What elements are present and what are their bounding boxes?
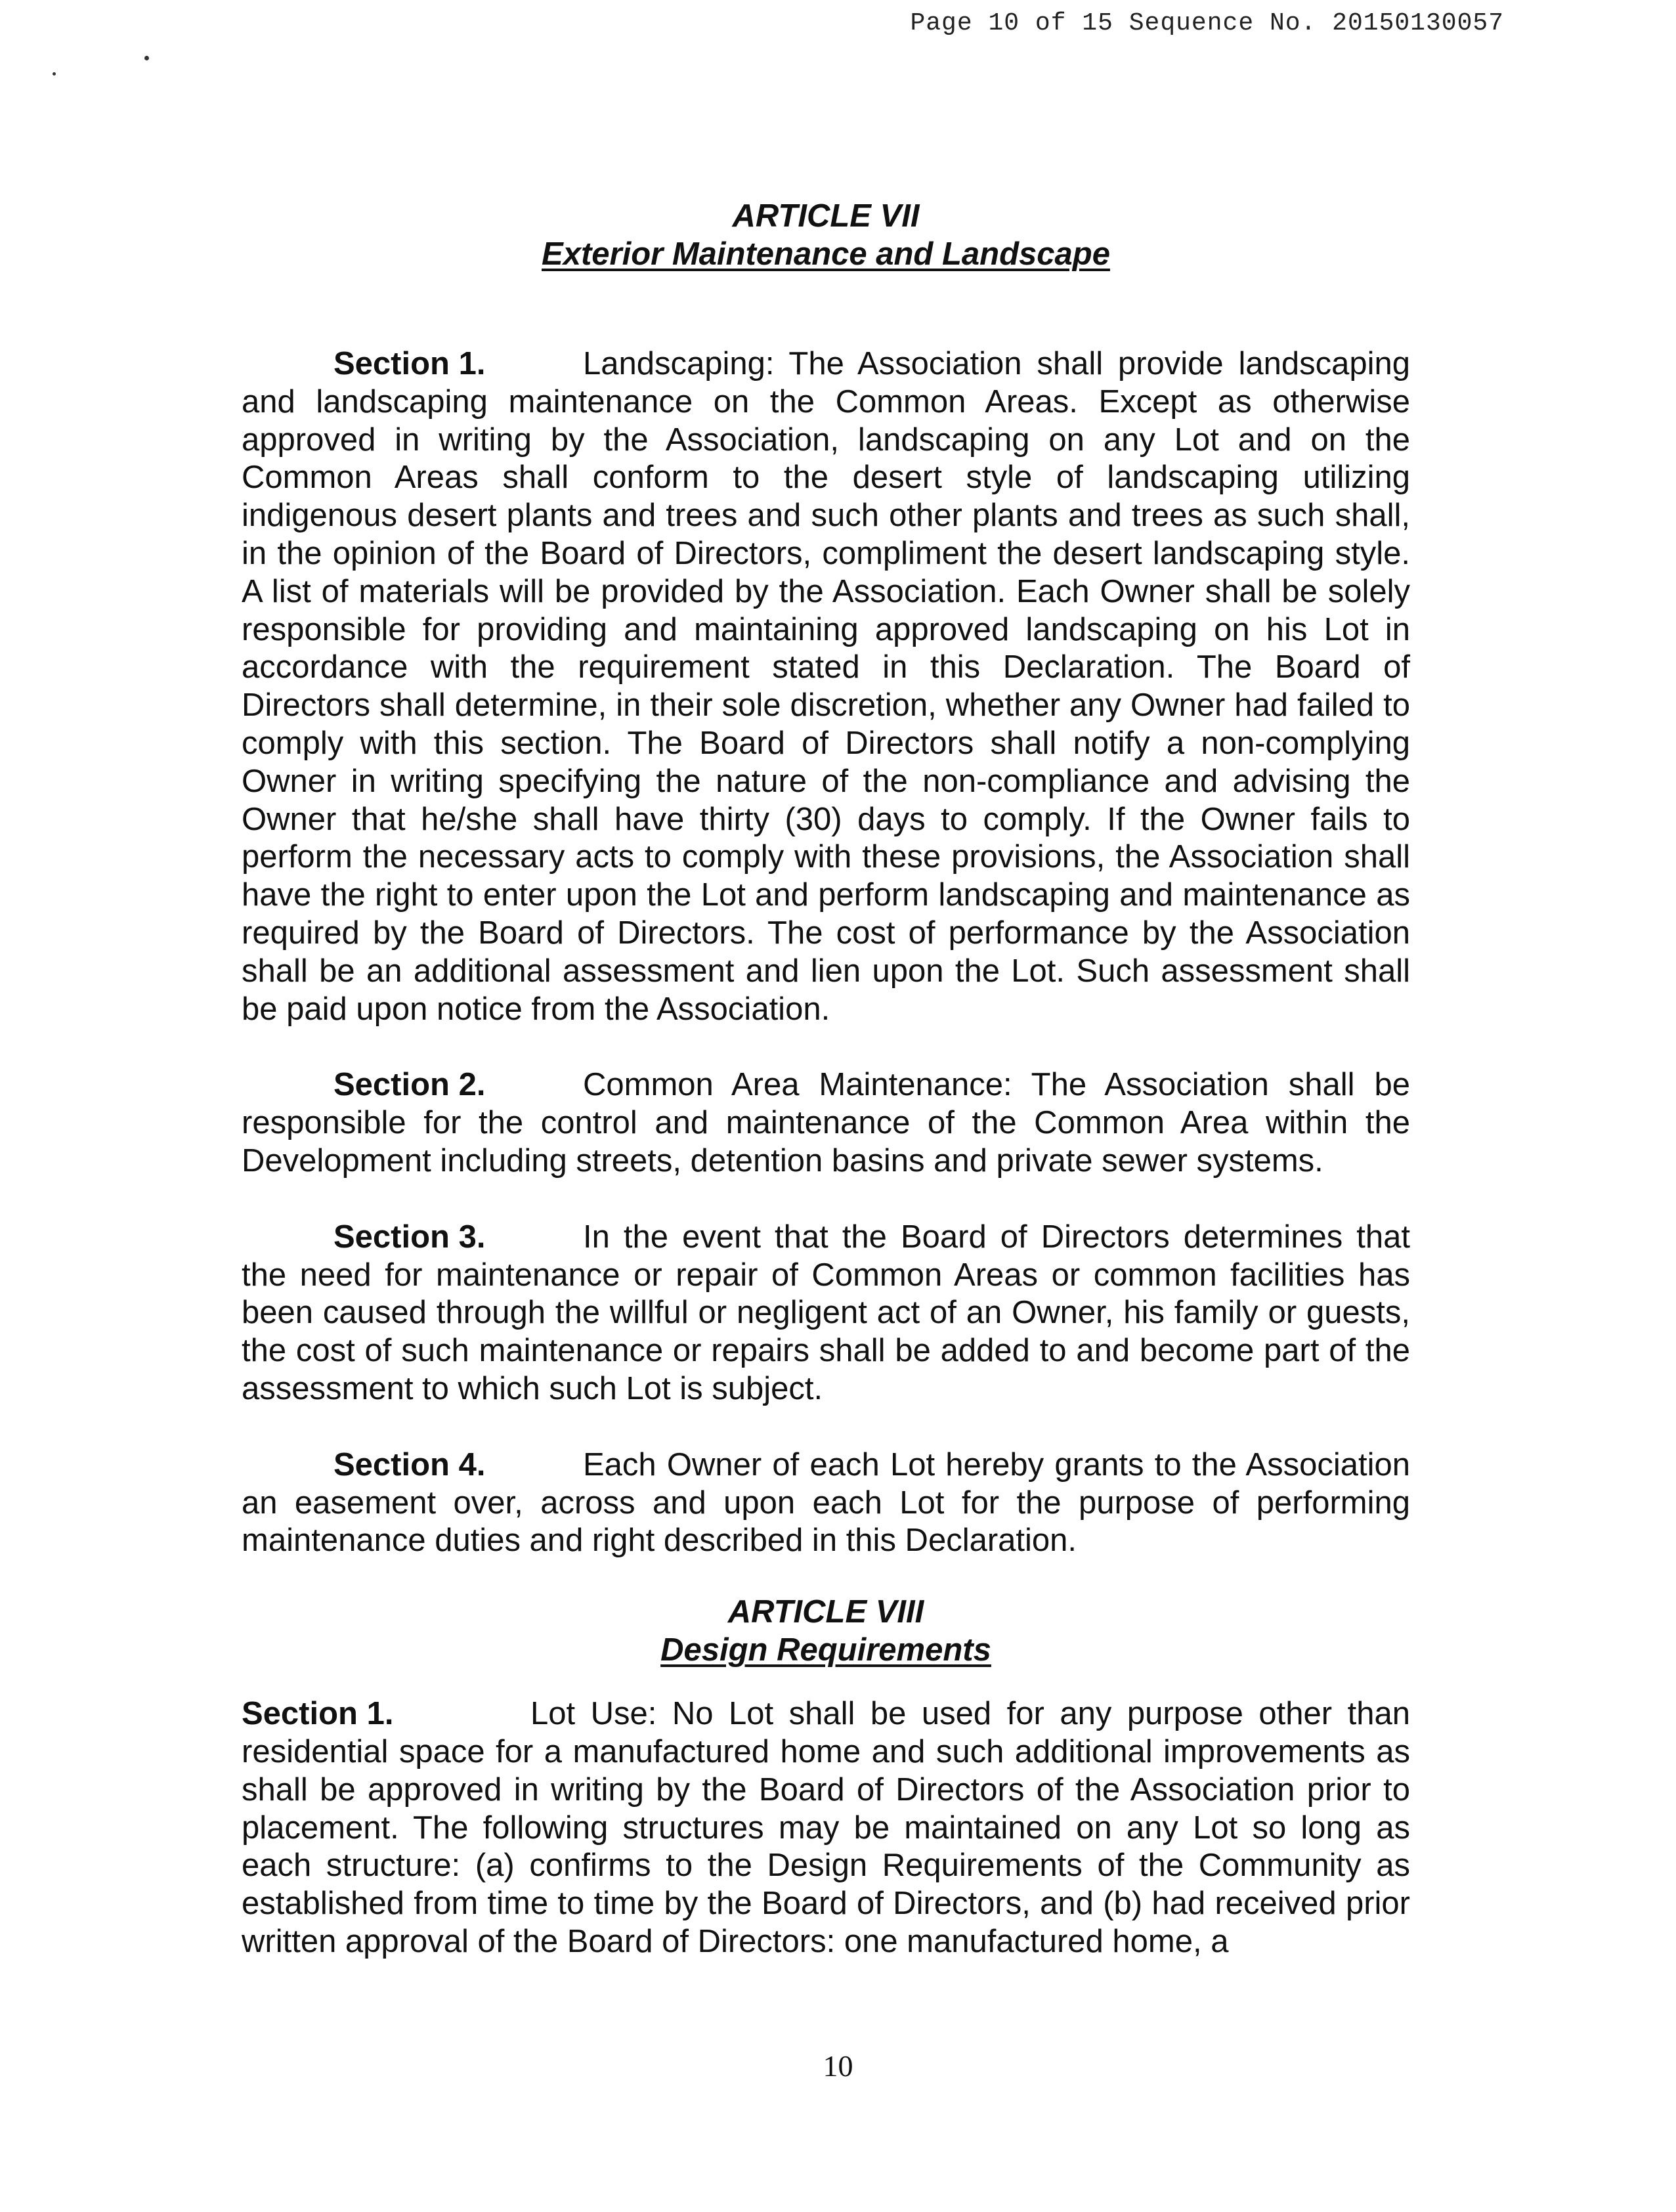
page-number: 10: [823, 2049, 853, 2083]
article-vii-section-1: [242, 345, 1410, 1028]
article-viii-section-1: [242, 1695, 1410, 1961]
article-vii-section-3: [242, 1219, 1410, 1408]
section-label: Section 2.: [333, 1067, 486, 1103]
article-vii-section-2: [242, 1066, 1410, 1180]
section-label: Section 1.: [333, 346, 486, 381]
scan-speck: [144, 56, 149, 60]
article-vii-section-4: [242, 1446, 1410, 1560]
article-vii-subtitle: Exterior Maintenance and Landscape: [542, 236, 1110, 272]
article-viii-heading: [242, 1593, 1410, 1669]
section-label: Section 1.: [242, 1696, 394, 1732]
section-text: Landscaping: The Association shall provide landscaping and landscaping maintenance on the Common Areas. Except as otherwise approved in writing by the Association, landscaping on any Lot and on the Common Areas shall conform to the desert style of landscaping utilizing indigenous desert plants and trees and such other plants and trees as such shall, in the opinion of the Board of Directors, compliment the desert landscaping style. A list of materials will be provided by the Association. Each Owner shall be solely responsible for providing and maintaining approved landscaping on his Lot in accordance with the requirement stated in this Declaration. The Board of Directors shall determine, in their sole discretion, whether any Owner had failed to comply with this section. The Board of Directors shall notify a non-complying Owner in writing specifying the nature of the non-compliance and advising the Owner that he/she shall have thirty (30) days to comply. If the Owner fails to perform the necessary acts to comply with these provisions, the Association shall have the right to enter upon the Lot and perform landscaping and maintenance as required by the Board of Directors. The cost of performance by the Association shall be an additional assessment and lien upon the Lot. Such assessment shall be paid upon notice from the Association.: [242, 346, 1410, 1027]
article-viii-subtitle: Design Requirements: [660, 1632, 991, 1668]
scan-speck: [53, 72, 56, 76]
section-label: Section 3.: [333, 1219, 486, 1255]
article-viii-title: ARTICLE VIII: [727, 1594, 924, 1630]
section-label: Section 4.: [333, 1446, 486, 1483]
article-vii-heading: [242, 197, 1410, 273]
section-text: Lot Use: No Lot shall be used for any purpose other than residential space for a manufactured home and such additional improvements as shall be approved in writing by the Board of Directors of the Association prior to placement. The following structures may be maintained on any Lot so long as each structure: (a) confirms to the Design Requirements of the Community as established from time to time by the Board of Directors, and (b) had received prior written approval of the Board of Directors: one manufactured home, a: [242, 1696, 1410, 1959]
document-body: [242, 197, 1410, 1961]
section-text: Each Owner of each Lot hereby grants to the Association an easement over, across and upon each Lot for the purpose of performing maintenance duties and right described in this Declaration.: [242, 1446, 1410, 1559]
page-sequence-header: Page 10 of 15 Sequence No. 20150130057: [910, 9, 1504, 37]
section-text: In the event that the Board of Directors determines that the need for maintenance or repair of Common Areas or common facilities has been caused through the willful or negligent act of an Owner, his family or guests, the cost of such maintenance or repairs shall be added to and become part of the assessment to which such Lot is subject.: [242, 1219, 1410, 1406]
article-vii-title: ARTICLE VII: [732, 198, 920, 234]
section-text: Common Area Maintenance: The Association shall be responsible for the control and maintenance of the Common Area within the Development including streets, detention basins and private sewer systems.: [242, 1067, 1410, 1179]
